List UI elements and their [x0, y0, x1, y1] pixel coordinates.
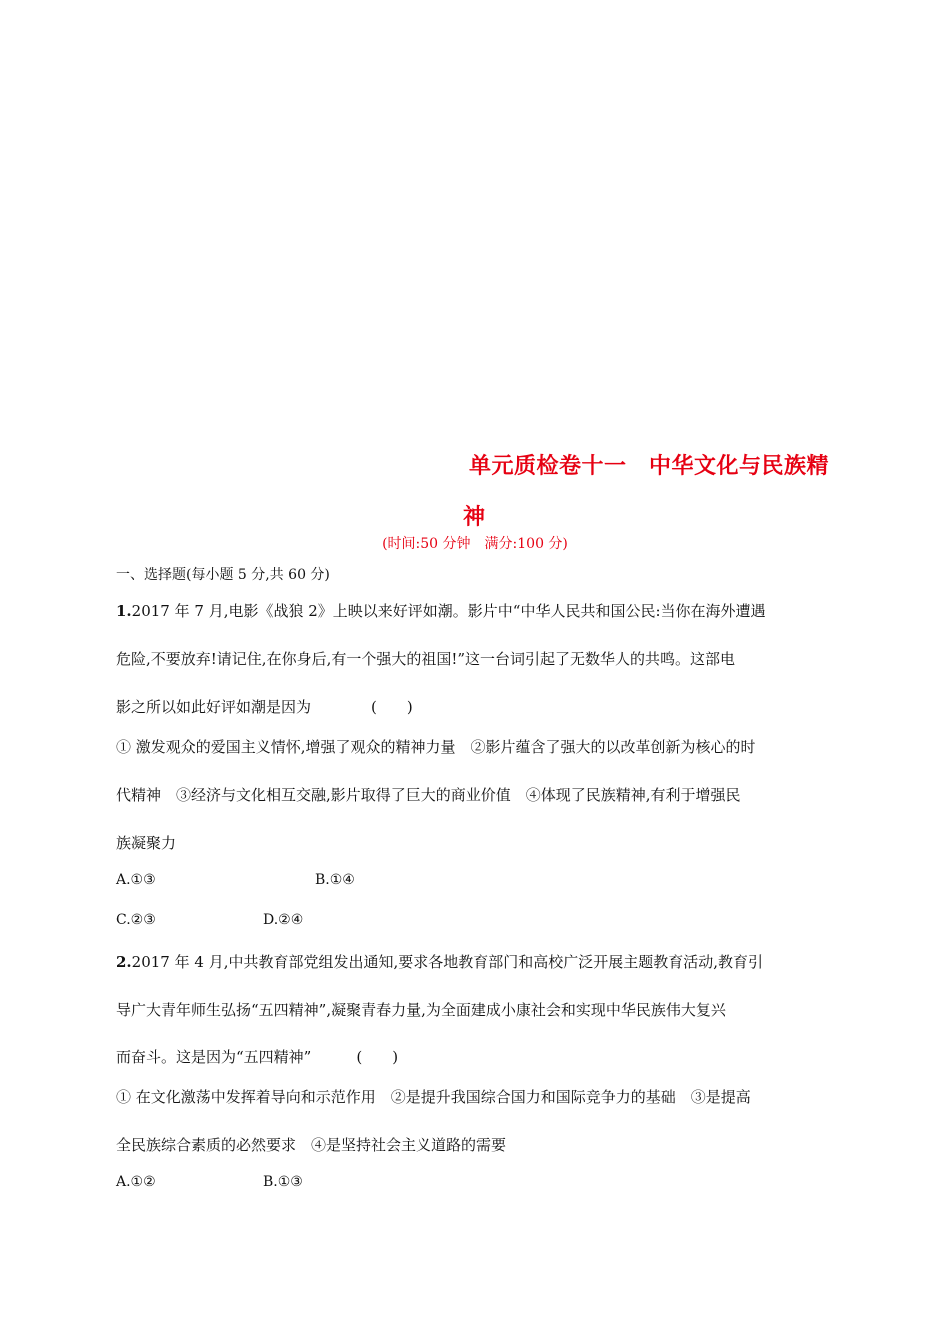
page-title-line-1: 单元质检卷十一 中华文化与民族精 — [469, 454, 830, 479]
question-1-option-d[interactable]: D.②④ — [263, 912, 304, 928]
question-1-text-1: 2017 年 7 月,电影《战狼 2》上映以来好评如潮。影片中“中华人民共和国公民:当你在海外遭遇 — [131, 602, 766, 620]
question-2-statement-line-1: ① 在文化激荡中发挥着导向和示范作用 ②是提升我国综合国力和国际竞争力的基础 ③是提高 — [116, 1088, 751, 1106]
question-2-number: 2. — [116, 953, 132, 971]
section-heading: 一、选择题(每小题 5 分,共 60 分) — [116, 567, 330, 583]
question-2-text-1: 2017 年 4 月,中共教育部党组发出通知,要求各地教育部门和高校广泛开展主题教育活动,教育引 — [131, 953, 764, 971]
page-title-line-2: 神 — [463, 505, 486, 530]
exam-time-and-score: (时间:50 分钟 满分:100 分) — [382, 536, 568, 552]
question-1-statement-line-3: 族凝聚力 — [116, 834, 177, 852]
question-2-option-a[interactable]: A.①② — [116, 1174, 156, 1190]
question-1-number: 1. — [116, 602, 132, 620]
question-2-line-3: 而奋斗。这是因为“五四精神” ( ) — [116, 1048, 399, 1066]
question-1-option-b[interactable]: B.①④ — [315, 872, 355, 888]
question-1-statement-line-1: ① 激发观众的爱国主义情怀,增强了观众的精神力量 ②影片蕴含了强大的以改革创新为核心的时 — [116, 738, 756, 756]
question-2-statement-line-2: 全民族综合素质的必然要求 ④是坚持社会主义道路的需要 — [116, 1136, 507, 1154]
question-1-line-3: 影之所以如此好评如潮是因为 ( ) — [116, 698, 413, 716]
question-1-line-2: 危险,不要放弃!请记住,在你身后,有一个强大的祖国!”这一台词引起了无数华人的共鸣。这部电 — [116, 650, 736, 668]
question-1-line-1 — [116, 600, 766, 621]
question-2-option-b[interactable]: B.①③ — [263, 1174, 303, 1190]
question-1-option-c[interactable]: C.②③ — [116, 912, 156, 928]
question-2-line-2: 导广大青年师生弘扬“五四精神”,凝聚青春力量,为全面建成小康社会和实现中华民族伟大复兴 — [116, 1001, 726, 1019]
question-2-line-1 — [116, 951, 763, 972]
question-1-option-a[interactable]: A.①③ — [116, 872, 156, 888]
question-1-statement-line-2: 代精神 ③经济与文化相互交融,影片取得了巨大的商业价值 ④体现了民族精神,有利于增强民 — [116, 786, 741, 804]
